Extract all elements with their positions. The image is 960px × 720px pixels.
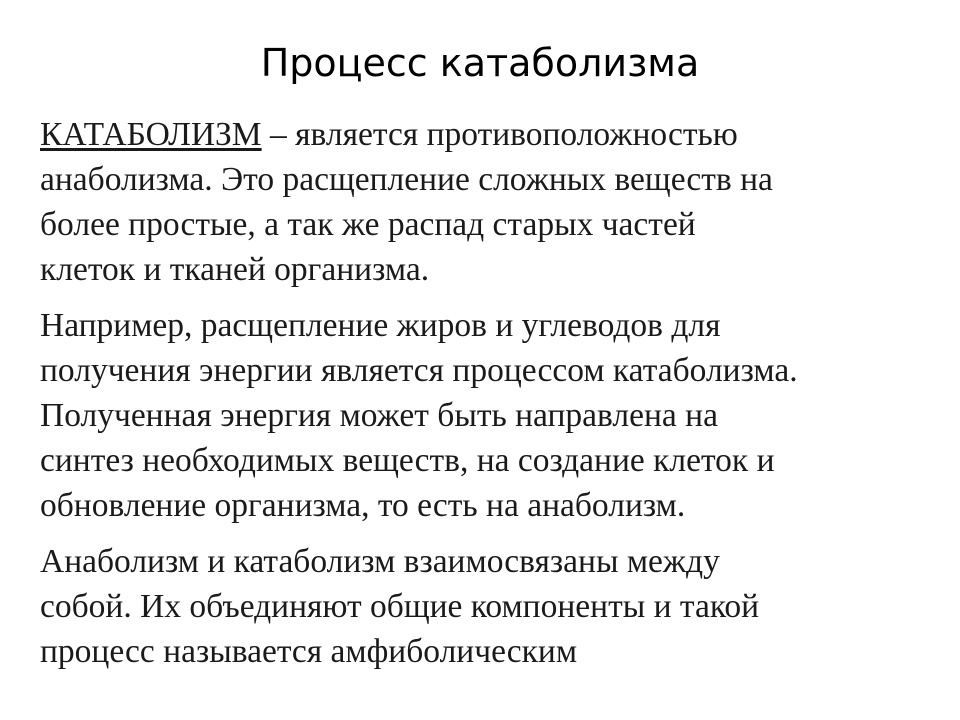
text-line: получения энергии является процессом катаболизма.	[40, 352, 798, 389]
text-line: собой. Их объединяют общие компоненты и такой	[40, 588, 760, 625]
text-line: анаболизма. Это расщепление сложных веществ на	[40, 161, 773, 198]
text-line: – является противоположностью	[261, 116, 738, 153]
paragraph-relation	[40, 539, 940, 674]
text-line: клеток и тканей организма.	[40, 251, 430, 288]
text-line: Анаболизм и катаболизм взаимосвязаны между	[40, 543, 720, 580]
paragraph-example	[40, 303, 940, 528]
text-line: процесс называется амфиболическим	[40, 633, 578, 670]
slide-body	[40, 112, 940, 685]
text-line: Полученная энергия может быть направлена на	[40, 397, 718, 434]
text-line: Например, расщепление жиров и углеводов для	[40, 307, 721, 344]
term-catabolism: КАТАБОЛИЗМ	[40, 116, 262, 153]
paragraph-definition	[40, 112, 940, 292]
text-line: более простые, а так же распад старых частей	[40, 206, 696, 243]
slide-title: Процесс катаболизма	[260, 41, 700, 85]
text-line: обновление организма, то есть на анаболизм.	[40, 487, 686, 524]
text-line: синтез необходимых веществ, на создание клеток и	[40, 442, 775, 479]
